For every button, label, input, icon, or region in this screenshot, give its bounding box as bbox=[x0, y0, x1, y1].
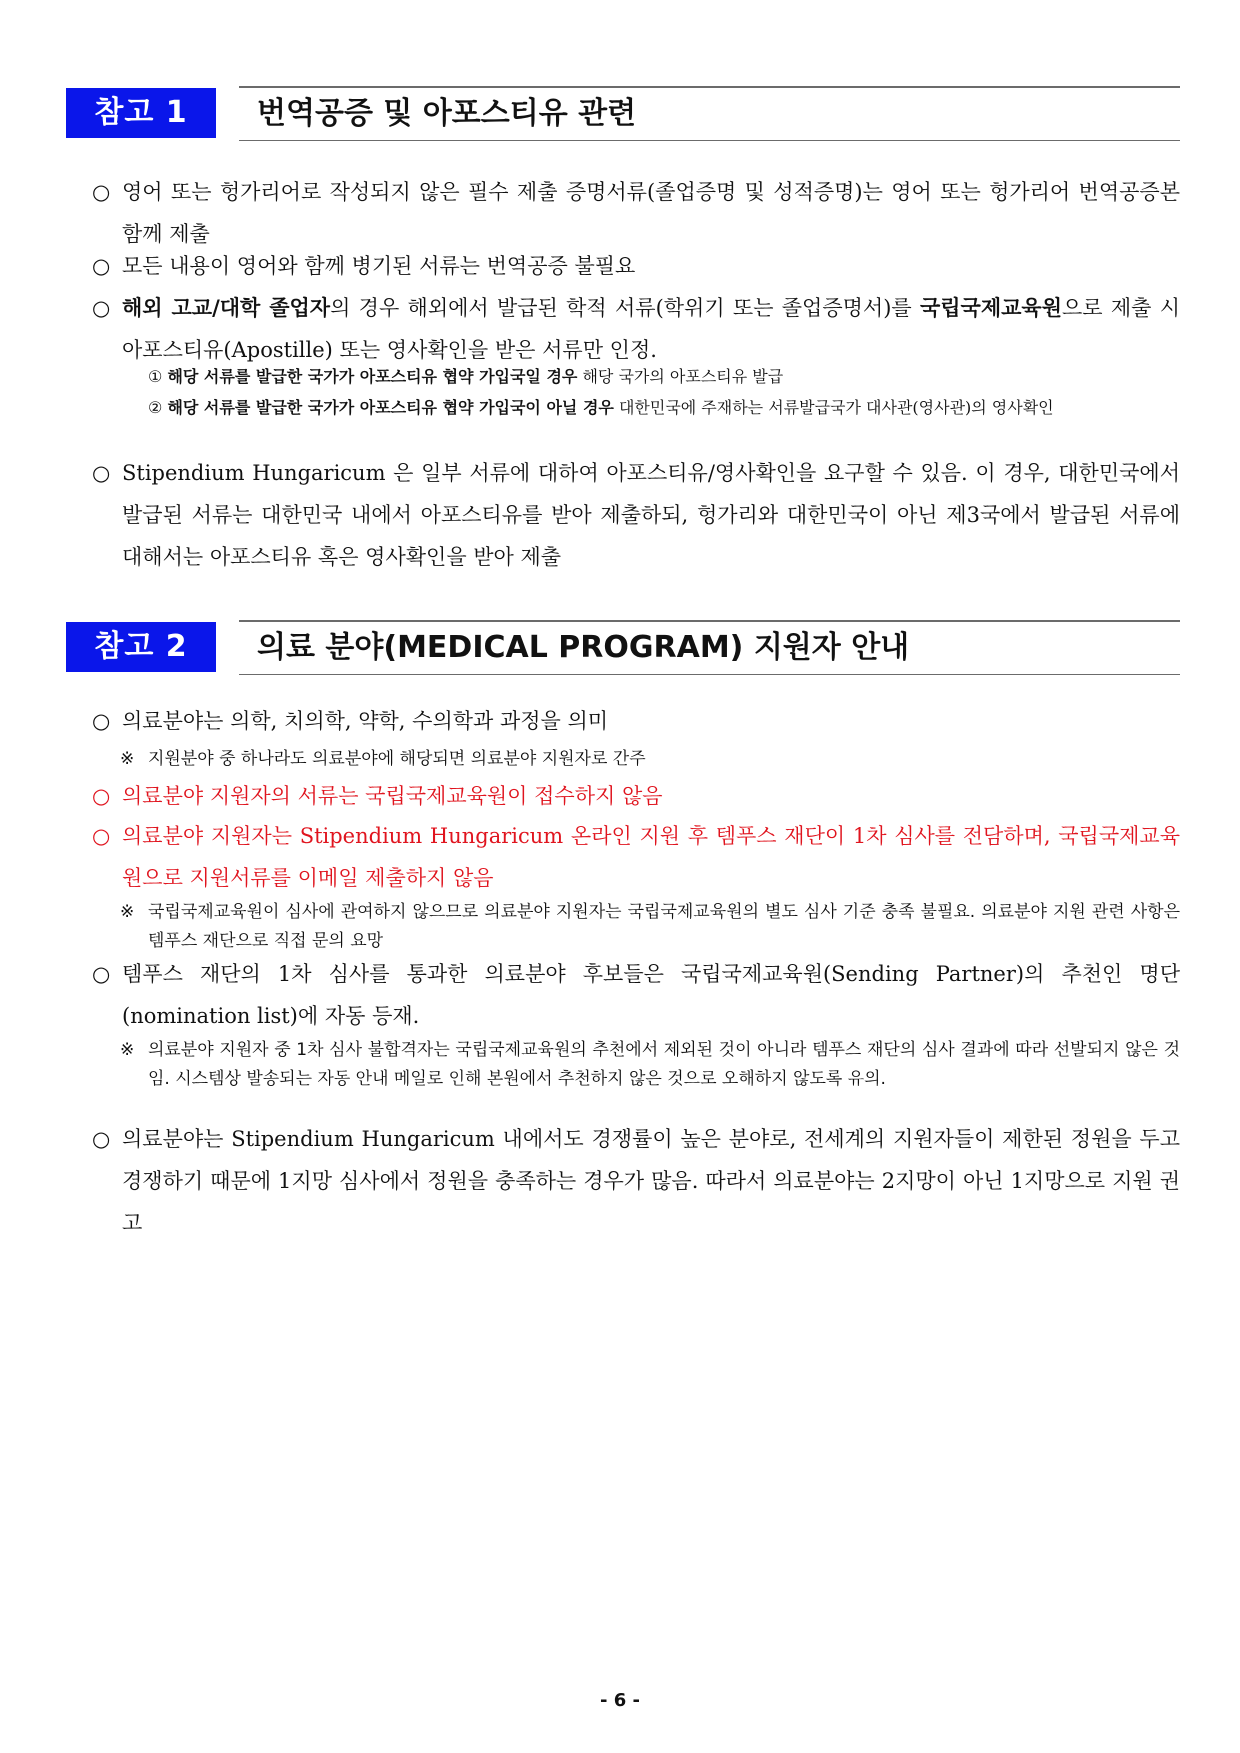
sub-item bbox=[148, 393, 1180, 423]
note-text: 지원분야 중 하나라도 의료분야에 해당되면 의료분야 지원자로 간주 bbox=[148, 749, 646, 769]
sub-item-text: 대한민국에 주재하는 서류발급국가 대사관(영사관)의 영사확인 bbox=[613, 398, 1054, 417]
bullet: ○ bbox=[92, 962, 111, 986]
note bbox=[120, 745, 1180, 774]
item-bold-text: 해외 고교/대학 졸업자 bbox=[122, 296, 331, 320]
item-bold-text: 국립국제교육원 bbox=[919, 296, 1062, 320]
sub-item-bold-text: 해당 서류를 발급한 국가가 아포스티유 협약 가입국일 경우 bbox=[167, 367, 578, 386]
section-1-tag: 참고 1 bbox=[66, 88, 216, 138]
note-mark: ※ bbox=[120, 749, 135, 769]
list-item bbox=[92, 953, 1180, 1037]
sub-item-bold-text: 해당 서류를 발급한 국가가 아포스티유 협약 가입국이 아닐 경우 bbox=[167, 398, 614, 417]
item-text: 템푸스 재단의 1차 심사를 통과한 의료분야 후보들은 국립국제교육원(Sending Partner)의 추천인 명단(nomination list)에 자동 등재. bbox=[122, 962, 1180, 1028]
item-text: Stipendium Hungaricum 은 일부 서류에 대하여 아포스티유/영사확인을 요구할 수 있음. 이 경우, 대한민국에서 발급된 서류는 대한민국 내에서 아포스티유를 받아 제출하되, 헝가리와 대한민국이 아닌 제3국에서 발급된 서류에 대해서는 아포스티유 혹은 영사확인을 받아 제출 bbox=[122, 461, 1180, 569]
item-text bbox=[122, 287, 1180, 371]
list-item bbox=[92, 452, 1180, 578]
section-2-header bbox=[66, 622, 1180, 672]
note bbox=[120, 1036, 1180, 1094]
list-item bbox=[92, 245, 1180, 287]
section-1-title-box bbox=[239, 86, 1180, 141]
note-text: 국립국제교육원이 심사에 관여하지 않으므로 의료분야 지원자는 국립국제교육원의 별도 심사 기준 충족 불필요. 의료분야 지원 관련 사항은 템푸스 재단으로 직접 문의 요망 bbox=[148, 902, 1180, 951]
page-number: - 6 - bbox=[600, 1690, 640, 1711]
item-text: 영어 또는 헝가리어로 작성되지 않은 필수 제출 증명서류(졸업증명 및 성적증명)는 영어 또는 헝가리어 번역공증본 함께 제출 bbox=[122, 180, 1180, 246]
list-item bbox=[92, 775, 1180, 817]
note-mark: ※ bbox=[120, 902, 135, 922]
list-item bbox=[92, 700, 1180, 742]
section-1-header bbox=[66, 88, 1180, 138]
item-text-part: 으로 제출 시 아포스티유(Apostille) 또는 영사확인을 받은 서류만 인정. bbox=[122, 296, 1181, 362]
bullet: ○ bbox=[92, 180, 111, 204]
sub-item-number: ① bbox=[148, 367, 163, 386]
item-text: 모든 내용이 영어와 함께 병기된 서류는 번역공증 불필요 bbox=[122, 254, 636, 278]
bullet: ○ bbox=[92, 1127, 111, 1151]
list-item bbox=[92, 171, 1180, 255]
bullet: ○ bbox=[92, 824, 111, 848]
section-2-title: 의료 분야(MEDICAL PROGRAM) 지원자 안내 bbox=[257, 630, 910, 665]
item-text: 의료분야 지원자의 서류는 국립국제교육원이 접수하지 않음 bbox=[122, 784, 663, 808]
item-text-part: 의 경우 해외에서 발급된 학적 서류(학위기 또는 졸업증명서)를 bbox=[330, 296, 920, 320]
sub-item-number: ② bbox=[148, 398, 163, 417]
sub-item bbox=[148, 362, 1180, 392]
sub-item-text: 해당 국가의 아포스티유 발급 bbox=[577, 367, 784, 386]
list-item bbox=[92, 1118, 1180, 1244]
note-text: 의료분야 지원자 중 1차 심사 불합격자는 국립국제교육원의 추천에서 제외된 것이 아니라 템푸스 재단의 심사 결과에 따라 선발되지 않은 것임. 시스템상 발송되는 자동 안내 메일로 인해 본원에서 추천하지 않은 것으로 오해하지 않도록 유의. bbox=[148, 1040, 1180, 1089]
list-item bbox=[92, 815, 1180, 899]
note bbox=[120, 898, 1180, 956]
bullet: ○ bbox=[92, 461, 111, 485]
bullet: ○ bbox=[92, 784, 111, 808]
note-mark: ※ bbox=[120, 1040, 135, 1060]
bullet: ○ bbox=[92, 296, 111, 320]
item-text: 의료분야는 의학, 치의학, 약학, 수의학과 과정을 의미 bbox=[122, 709, 609, 733]
bullet: ○ bbox=[92, 254, 111, 278]
section-1-title: 번역공증 및 아포스티유 관련 bbox=[257, 96, 637, 131]
bullet: ○ bbox=[92, 709, 111, 733]
section-2-title-box bbox=[239, 620, 1180, 675]
item-text: 의료분야 지원자는 Stipendium Hungaricum 온라인 지원 후 템푸스 재단이 1차 심사를 전담하며, 국립국제교육원으로 지원서류를 이메일 제출하지 않음 bbox=[122, 824, 1180, 890]
list-item bbox=[92, 287, 1180, 371]
item-text: 의료분야는 Stipendium Hungaricum 내에서도 경쟁률이 높은 분야로, 전세계의 지원자들이 제한된 정원을 두고 경쟁하기 때문에 1지망 심사에서 정원을 충족하는 경우가 많음. 따라서 의료분야는 2지망이 아닌 1지망으로 지원 권고 bbox=[122, 1127, 1180, 1235]
section-2-tag: 참고 2 bbox=[66, 622, 216, 672]
